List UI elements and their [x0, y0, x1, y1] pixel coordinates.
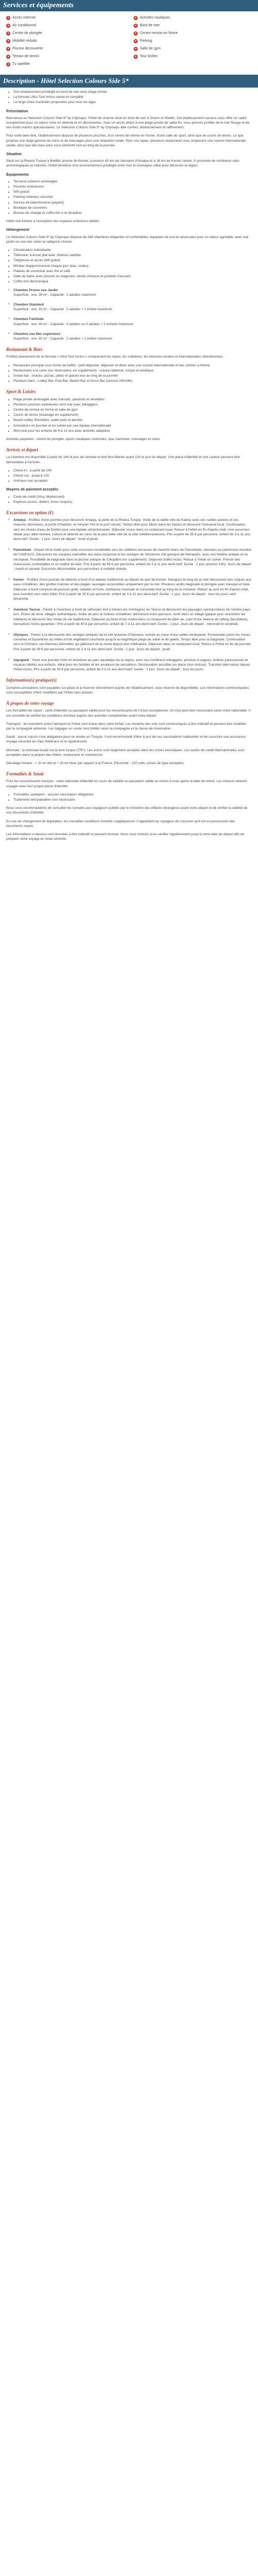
- dive-icon: ●: [6, 31, 10, 36]
- excursion-text: Départ tôt le matin pour cette excursion inoubliable vers les célèbres terrasses de travertin blanc de Pamukkale, classées au patrimoine mondial de l'UNESCO. Découvrez les vasques naturelles aux eaux turquoise et les vestiges de l'ancienne cité grecque de Hiérapolis, avec son théâtre antique et sa nécropole. Possibilité de baignade dans la piscine antique de Cléopâtre (en supplément). Déjeuner buffet inclus. Retour à l'hôtel en soirée. Prévoir des chaussures confortables et un maillot de bain. Prix à partir de 55 € par personne, enfant de 3 à 11 ans demi-tarif. Durée : 1 jour (environ 14h). Jours de départ : mardi et samedi. Excursion déconseillée aux personnes à mobilité réduite.: [13, 548, 251, 571]
- list-item: • Plusieurs bars : Lobby Bar, Pool Bar, Beach Bar et Disco Bar (service 24h/24h): [13, 379, 252, 383]
- arrival-title: Arrivée et départ: [6, 447, 38, 453]
- service-item: ● Air conditionné: [6, 22, 124, 29]
- list-item: • Formalités sanitaires : aucune vaccination obligatoire: [13, 792, 252, 797]
- excursion-name: Kemer: [13, 578, 24, 582]
- room-type: [6, 302, 252, 312]
- service-item: ● Centre de plongée: [6, 30, 124, 37]
- excursion-item: • Antalya : Profitez d'une journée pour découvrir Antalya, la perle de la Riviera Turque. Visite de la vieille ville de Kaleiçi avec ses ruelles pavées et ses maisons ottomanes, la porte d'Hadrien, le minaret Yivli et le port romain. Temps libre pour flâner dans les bazars et découvrir l'artisanat local. Continuation vers les chutes d'eau de Düden pour une balade rafraîchissante. Déjeuner inclus dans un restaurant local. Retour à l'hôtel en fin d'après-midi. Une excursion idéale pour allier histoire, culture et détente au cœur de la plus belle ville de la côte méditerranéenne. Prix à partir de 35 € par personne, enfant de 3 à 11 ans demi-tarif. Durée : 1 jour. Jours de départ : lundi et jeudi.: [6, 518, 252, 541]
- accommodation-text: Le Selection Colours Side 5* by Citymaps dispose de 246 chambres élégantes et confortables, équipées de tout le nécessaire pour un séjour agréable, avec vue jardin ou vue mer selon la catégorie choisie.: [6, 235, 249, 244]
- gym-icon: ●: [134, 47, 138, 51]
- wave-icon: ●: [134, 16, 138, 20]
- formalities-text-2: Nous vous recommandons de consulter les conseils aux voyageurs publiés par le ministère des Affaires étrangères avant votre départ et de vérifier la validité de vos documents d'identité.: [6, 806, 248, 815]
- description-header: [0, 75, 258, 88]
- list-item: • Carte de crédit (Visa, Mastercard): [13, 495, 252, 499]
- service-item: ● Activités nautiques: [134, 14, 252, 21]
- excursion-text: Partez à la découverte des vestiges antiques de la cité lycienne d'Olympos, nichée au cœur d'une vallée verdoyante. Promenade parmi les ruines romaines et byzantines au milieu d'une végétation luxuriante jusqu'à la magnifique plage de sable et de galets. Temps libre pour la baignade. Continuation vers la Chimère, ces flammes éternelles qui jaillissent de la roche depuis des millénaires. Déjeuner dans un restaurant local. Retour à l'hôtel en fin de journée. Prix à partir de 38 € par personne, enfant de 3 à 11 ans demi-tarif. Durée : 1 jour. Jours de départ : jeudi.: [13, 633, 252, 651]
- accommodation-list: [6, 248, 252, 284]
- sport-note: Activités payantes : centre de plongée, sports nautiques motorisés, spa, hammam, massages et soins.: [6, 437, 161, 441]
- list-item: • Traitement anti-paludéen non nécessaire: [13, 798, 252, 802]
- list-item: • Restaurant principal sous forme de buffet : petit-déjeuner, déjeuner et dîner avec une cuisine internationale et des soirées à thème: [13, 363, 252, 368]
- room-title: • Chambre vue Mer supérieure: [13, 332, 60, 336]
- list-item: • Téléphone et accès Wifi gratuit: [13, 258, 252, 263]
- box-icon: ●: [134, 55, 138, 59]
- excursions-title: Excursions en option (€): [6, 510, 54, 515]
- room-type: [6, 288, 252, 297]
- excursion-item: • Pamukkale : Départ tôt le matin pour cette excursion inoubliable vers les célèbres terrasses de travertin blanc de Pamukkale, classées au patrimoine mondial de l'UNESCO. Découvrez les vasques naturelles aux eaux turquoise et les vestiges de l'ancienne cité grecque de Hiérapolis, avec son théâtre antique et sa nécropole. Possibilité de baignade dans la piscine antique de Cléopâtre (en supplément). Déjeuner buffet inclus. Retour à l'hôtel en soirée. Prévoir des chaussures confortables et un maillot de bain. Prix à partir de 55 € par personne, enfant de 3 à 11 ans demi-tarif. Durée : 1 jour (environ 14h). Jours de départ : mardi et samedi. Excursion déconseillée aux personnes à mobilité réduite.: [6, 548, 252, 571]
- info-text: Certaines prestations sont payables sur place et à réserver directement auprès de l'établissement, sous réserve de disponibilité. Les informations communiquées sont susceptibles d'être modifiées par l'hôtel sans préavis.: [6, 686, 249, 694]
- service-item: ● Parking: [134, 38, 252, 44]
- list-item: • Plusieurs piscines extérieures dont une avec toboggans: [13, 402, 252, 407]
- excursion-name: Pamukkale: [13, 548, 31, 552]
- service-item: ● Mobilité réduite: [6, 38, 124, 44]
- tennis-icon: ●: [6, 55, 10, 59]
- presentation-text-2: Pour votre bien-être, l'établissement dispose de plusieurs piscines, d'un centre de remise en forme, d'une salle de sport, ainsi que de courts de tennis. Le spa propose une large gamme de soins et de massages pour une relaxation totale. Pour vos repas, plusieurs restaurants vous proposent une cuisine internationale variée, ainsi que des bars pour vous rafraîchir tout au long de la journée.: [6, 134, 246, 147]
- excursion-item: • Olympos : Partez à la découverte des vestiges antiques de la cité lycienne d'Olympos, nichée au cœur d'une vallée verdoyante. Promenade parmi les ruines romaines et byzantines au milieu d'une végétation luxuriante jusqu'à la magnifique plage de sable et de galets. Temps libre pour la baignade. Continuation vers la Chimère, ces flammes éternelles qui jaillissent de la roche depuis des millénaires. Déjeuner dans un restaurant local. Retour à l'hôtel en fin de journée. Prix à partir de 38 € par personne, enfant de 3 à 11 ans demi-tarif. Durée : 1 jour. Jours de départ : jeudi.: [6, 633, 252, 652]
- list-item: • La formule Ultra Tout Inclus variée et complète: [13, 95, 252, 99]
- payment-list: [6, 495, 252, 504]
- list-item: • Plage privée aménagée avec transats, parasols et serviettes: [13, 397, 252, 402]
- facilities-note: Hôtel non-fumeur à l'exception des espaces extérieurs dédiés.: [6, 219, 100, 224]
- room-type: [6, 317, 252, 326]
- accommodation-title: Hébergement: [6, 228, 29, 232]
- room-details: Superficie : env. 32 m² - Capacité : 2 adultes + 1 enfant maximum: [13, 336, 112, 341]
- list-item: • Wifi gratuit: [13, 190, 252, 194]
- lead-list: [6, 90, 252, 105]
- wifi-icon: ●: [6, 16, 10, 20]
- excursion-text: Partez à l'aventure à bord de véhicules 4x4 à travers les montagnes du Taurus et découvrez les paysages spectaculaires de l'arrière-pays turc. Pistes de terre, villages authentiques, forêts de pins et rivières cristallines rythmeront votre parcours. Arrêt dans un village typique pour rencontrer les habitants et découvrir leur mode de vie traditionnel. Déjeuner au bord d'une rivière dans un restaurant de plein air, suivi d'une séance de rafting (facultative). Sensations fortes garanties ! Prix à partir de 40 € par personne, enfant de 7 à 11 ans demi-tarif. Durée : 1 jour. Jours de départ : mercredi et vendredi.: [13, 608, 251, 626]
- list-item: • Animations en journée et en soirée par une équipe internationale: [13, 423, 252, 428]
- facilities-list: [6, 179, 252, 215]
- excursion-text: Profitez d'une journée de détente à bord d'un bateau traditionnel au départ du port de Kemer. Naviguez le long de la côte découvrant des criques aux eaux cristallines, des grottes marines et des plages sauvages accessibles uniquement par la mer. Plusieurs arrêts baignade et plongée avec masque et tuba. Déjeuner à bord composé de poisson grillé, salades et fruits. Ambiance musicale et conviviale tout au long de la croisière. Retour au port en fin d'après-midi, puis transfert vers votre hôtel. Prix à partir de 25 € par personne, enfant de 3 à 11 ans demi-tarif. Durée : 1 jour. Jours de départ : tous les jours sauf dimanche.: [13, 578, 252, 601]
- service-item: ● Centre remise en forme: [134, 30, 252, 37]
- room-title: • Chambre Promo vue Jardin: [13, 288, 58, 292]
- description-content: [0, 88, 258, 841]
- pool-icon: ●: [6, 47, 10, 51]
- excursion-name: Antalya: [13, 518, 26, 522]
- payment-title: Moyens de paiement acceptés: [6, 488, 58, 492]
- list-item: • Check-in : à partir de 14h: [13, 468, 252, 473]
- excursion-name: Olympos: [13, 633, 28, 637]
- about-text: Les formalités de séjour : carte d'identité ou passeport valide pour les ressortissants de l'Union européenne. Un visa peut être nécessaire selon votre nationalité. Il est conseillé de vérifier les conditions d'entrée auprès des autorités compétentes avant votre départ.: [6, 709, 251, 718]
- list-item: • Espèces (euros, dollars, livres turques): [13, 500, 252, 504]
- room-title: • Chambre Standard: [13, 302, 44, 307]
- list-item: • Plateau de courtoisie avec thé et café: [13, 269, 252, 274]
- formalities-title: Formalités & Santé: [6, 771, 44, 777]
- excursion-text: Vivez une journée riche en émotions au parc aquatique de la région, avec ses nombreux toboggans, piscines à vagues, rivières paresseuses et espaces dédiés aux enfants. Idéal pour les familles et les amateurs de sensations. Restauration possible sur place (non incluse). Transfert aller-retour depuis l'hôtel inclus. Prix à partir de 30 € par personne, enfant de 3 à 11 ans demi-tarif. Durée : 1 jour. Jours de départ : tous les jours.: [13, 658, 250, 672]
- list-item: • Son emplacement privilégié en bord de mer avec plage privée: [13, 90, 252, 94]
- list-item: • Salle de bains avec douche ou baignoire, sèche-cheveux et produits d'accueil: [13, 274, 252, 279]
- about-text-2: Transport : les transferts entre l'aéroport et l'hôtel sont inclus dans votre forfait. Les horaires des vols sont communiqués à titre indicatif et peuvent être modifiés par la compagnie aérienne. Les bagages en soute sont limités selon la compagnie et la classe de réservation.: [6, 722, 247, 731]
- list-item: • Le large choix d'activités proposées pour tous les âges: [13, 100, 252, 105]
- arrival-list: [6, 468, 252, 484]
- list-item: • Boutique de souvenirs: [13, 206, 252, 210]
- excursion-name: Aventure Taurus: [13, 608, 40, 612]
- list-item: • Télévision à écran plat avec chaînes satellite: [13, 253, 252, 258]
- sport-title: Sport & Loisirs: [6, 389, 36, 395]
- service-item: ● Terrain de tennis: [6, 53, 124, 60]
- excursion-item: • Aquapark : Vivez une journée riche en émotions au parc aquatique de la région, avec ses nombreux toboggans, piscines à vagues, rivières paresseuses et espaces dédiés aux enfants. Idéal pour les familles et les amateurs de sensations. Restauration possible sur place (non incluse). Transfert aller-retour depuis l'hôtel inclus. Prix à partir de 30 € par personne, enfant de 3 à 11 ans demi-tarif. Durée : 1 jour. Jours de départ : tous les jours.: [6, 658, 252, 672]
- list-item: • Centre de remise en forme et salle de gym: [13, 408, 252, 412]
- list-item: • Bureau de change et coffre-fort à la réception: [13, 211, 252, 215]
- dining-title: Restaurant & Bars: [6, 347, 43, 352]
- service-item: ● Tour boîtes: [134, 53, 252, 60]
- list-item: • Piscines extérieures: [13, 184, 252, 189]
- formalities-list: [6, 792, 252, 802]
- list-item: • Service de blanchisserie (payant): [13, 200, 252, 205]
- presentation-text: Bienvenue au Selection Colours Side 5* by Citymaps, l'hôtel de charme situé en bord de mer à Sharm el Sheikh. Cet établissement luxueux vous offre un cadre exceptionnel pour un séjour riche en détente et en découvertes. Avec un accès direct à une plage privée de sable fin, vous pourrez profiter de la mer Rouge et de ses fonds marins spectaculaires. Le Selection Colours Side 5* by Citymaps allie confort, divertissement et raffinement.: [6, 116, 250, 130]
- hotel-info-page: [0, 0, 258, 850]
- room-details: Superficie : env. 45 m² - Capacité : 4 adultes ou 2 adultes + 2 enfants maximum: [13, 322, 134, 326]
- parking-icon: ●: [134, 39, 138, 43]
- list-item: • Beach-volley, fléchettes, water-polo et aérobic: [13, 418, 252, 422]
- service-item: ● Piscine découverte: [6, 45, 124, 52]
- presentation-title: Présentation: [6, 109, 28, 113]
- about-text-5: Décalage horaire : + 1h en été et + 2h en hiver par rapport à la France. Électricité : 220 volts, prises de type européen.: [6, 761, 185, 765]
- room-type: [6, 332, 252, 341]
- about-title: À propos de votre voyage: [6, 701, 54, 706]
- room-title: • Chambre Familiale: [13, 317, 44, 321]
- dining-text: Profitez pleinement de la formule « Ultra Tout Inclus » comprenant les repas, les collations, les boissons locales et internationales sélectionnées.: [6, 355, 224, 359]
- list-item: • Parking extérieur sécurisé: [13, 195, 252, 199]
- info-title: Information(s) pratique(s): [6, 677, 57, 683]
- excursion-text: Profitez d'une journée pour découvrir Antalya, la perle de la Riviera Turque. Visite de la vieille ville de Kaleiçi avec ses ruelles pavées et ses maisons ottomanes, la porte d'Hadrien, le minaret Yivli et le port romain. Temps libre pour flâner dans les bazars et découvrir l'artisanat local. Continuation vers les chutes d'eau de Düden pour une balade rafraîchissante. Déjeuner inclus dans un restaurant local. Retour à l'hôtel en fin d'après-midi. Une excursion idéale pour allier histoire, culture et détente au cœur de la plus belle ville de la côte méditerranéenne. Prix à partir de 35 € par personne, enfant de 3 à 11 ans demi-tarif. Durée : 1 jour. Jours de départ : lundi et jeudi.: [13, 518, 250, 541]
- list-item: • Climatisation individuelle: [13, 248, 252, 252]
- description-title: Description - Hôtel Selection Colours Side 5*: [3, 77, 129, 84]
- service-item: ● Salle de gym: [134, 45, 252, 52]
- list-item: • Courts de tennis (éclairage en supplément): [13, 413, 252, 417]
- facilities-title: Équipements: [6, 173, 29, 177]
- list-item: • Coffre-fort électronique: [13, 279, 252, 284]
- list-item: • Terrasse solarium aménagée: [13, 179, 252, 184]
- sport-list: [6, 397, 252, 433]
- excursion-name: Aquapark: [13, 658, 29, 662]
- services-header: Services et équipements: [0, 0, 258, 11]
- list-item: • Check-out : jusqu'à 12h: [13, 473, 252, 478]
- excursion-item: • Kemer : Profitez d'une journée de détente à bord d'un bateau traditionnel au départ du port de Kemer. Naviguez le long de la côte découvrant des criques aux eaux cristallines, des grottes marines et des plages sauvages accessibles uniquement par la mer. Plusieurs arrêts baignade et plongée avec masque et tuba. Déjeuner à bord composé de poisson grillé, salades et fruits. Ambiance musicale et conviviale tout au long de la croisière. Retour au port en fin d'après-midi, puis transfert vers votre hôtel. Prix à partir de 25 € par personne, enfant de 3 à 11 ans demi-tarif. Durée : 1 jour. Jours de départ : tous les jours sauf dimanche.: [6, 578, 252, 601]
- list-item: • Snack-bar : snacks, pizzas, pâtes et glaces tout au long de la journée: [13, 374, 252, 378]
- fitness-icon: ●: [134, 31, 138, 36]
- list-item: • Restaurants à la carte (sur réservation, en supplément) : cuisine italienne, turque et asiatique: [13, 368, 252, 373]
- snowflake-icon: ●: [6, 24, 10, 28]
- room-details: Superficie : env. 32 m² - Capacité : 2 adultes + 1 enfant maximum: [13, 308, 112, 312]
- dining-list: [6, 363, 252, 384]
- tv-icon: ●: [6, 62, 10, 66]
- service-item: ● Tv satellite: [6, 61, 124, 67]
- room-details: Superficie : env. 28 m² - Capacité : 2 adultes maximum: [13, 293, 96, 297]
- list-item: • Animaux non acceptés: [13, 479, 252, 483]
- formalities-text: Pour les ressortissants français : carte nationale d'identité en cours de validité ou passeport valide au moins 6 mois après la date de retour. Les mineurs doivent voyager avec leur propre pièce d'identité.: [6, 779, 247, 788]
- excursion-item: • Aventure Taurus : Partez à l'aventure à bord de véhicules 4x4 à travers les montagnes du Taurus et découvrez les paysages spectaculaires de l'arrière-pays turc. Pistes de terre, villages authentiques, forêts de pins et rivières cristallines rythmeront votre parcours. Arrêt dans un village typique pour rencontrer les habitants et découvrir leur mode de vie traditionnel. Déjeuner au bord d'une rivière dans un restaurant de plein air, suivi d'une séance de rafting (facultative). Sensations fortes garanties ! Prix à partir de 40 € par personne, enfant de 7 à 11 ans demi-tarif. Durée : 1 jour. Jours de départ : mercredi et vendredi.: [6, 607, 252, 626]
- list-item: • Mini-club pour les enfants de 4 à 12 ans avec activités adaptées: [13, 429, 252, 433]
- arrival-text: La chambre est disponible à partir de 14h le jour de l'arrivée et doit être libérée avant 12h le jour du départ. Une pièce d'identité et une caution peuvent être demandées à l'arrivée.: [6, 455, 240, 464]
- service-item: ● Accès Internet: [6, 14, 124, 21]
- sea-icon: ●: [134, 24, 138, 28]
- service-item: ● Bord de mer: [134, 22, 252, 29]
- formalities-text-4: Les informations ci-dessus sont données à titre indicatif et peuvent évoluer. Nous vous invitons à les vérifier régulièrement jusqu'à votre date de départ afin de préparer votre voyage en toute sérénité.: [6, 832, 245, 841]
- location-text: Situé sur la Riviera Turque à Beldibi, proche de Kemer, à environ 40 km de l'aéroport d'Antalya et à 16 km de Kemer centre. À proximité de nombreux sites archéologiques et naturels, l'hôtel bénéficie d'un environnement privilégié entre mer et montagne, idéal pour découvrir la région.: [6, 159, 239, 168]
- list-item: • Minibar réapprovisionné chaque jour (eau, sodas): [13, 264, 252, 268]
- wheelchair-icon: ●: [6, 39, 10, 43]
- services-grid: [0, 11, 258, 72]
- about-text-3: Santé : aucun vaccin n'est obligatoire pour se rendre en Turquie. Il est recommandé d'être à jour de ses vaccinations habituelles et de souscrire une assurance voyage couvrant les frais médicaux et le rapatriement.: [6, 735, 246, 744]
- about-text-4: Monnaie : la monnaie locale est la livre turque (TRY). Les euros sont largement acceptés dans les zones touristiques. Les cartes de crédit internationales sont acceptées dans la plupart des hôtels, restaurants et commerces.: [6, 748, 245, 757]
- location-title: Situation: [6, 152, 22, 157]
- formalities-text-3: En cas de changement de législation, les nouvelles conditions d'entrée s'appliqueront. Il appartient au voyageur de s'assurer qu'il est en possession des documents requis.: [6, 819, 235, 828]
